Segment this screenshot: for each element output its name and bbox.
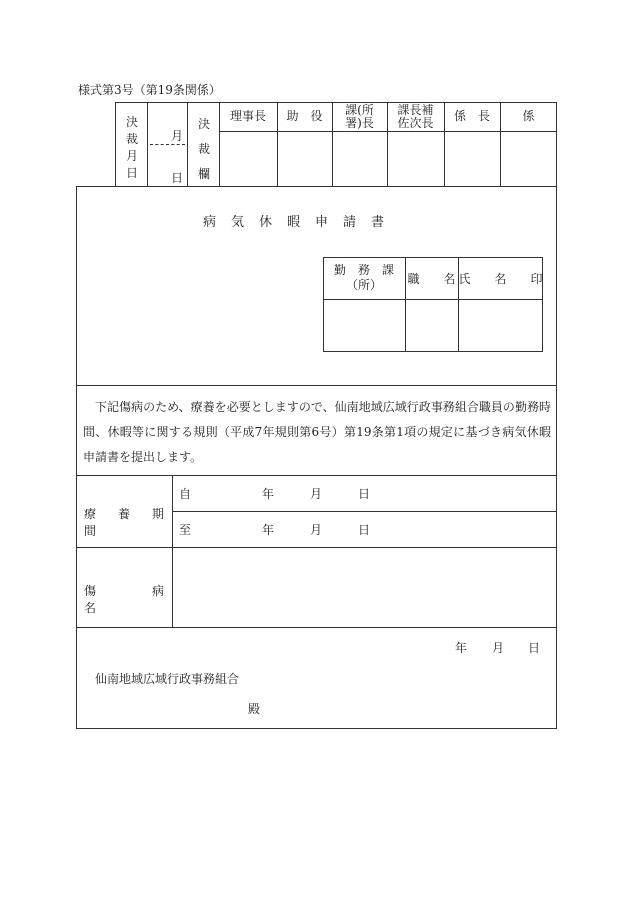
footer-month: 月 (492, 641, 505, 655)
applicant-title-field[interactable] (406, 300, 457, 351)
period-from-month: 月 (310, 487, 323, 501)
footer-year: 年 (455, 641, 468, 655)
form-label: 様式第3号（第19条関係） (78, 83, 221, 97)
period-to-field[interactable] (190, 516, 550, 544)
illness-label: 傷 病 名 (84, 584, 189, 615)
approval-day-char: 日 (171, 171, 184, 185)
request-statement: 下記傷病のため、療養を必要としますので、仙南地域広域行政事務組合職員の勤務時間、休暇等に関する規則（平成7年規則第6号）第19条第1項の規定に基づき病気休暇申請書を提出します。 (83, 400, 551, 464)
applicant-department-field[interactable] (324, 300, 404, 351)
approval-month-char: 月 (171, 129, 184, 143)
applicant-department-header: 勤 務 課 （所） (333, 263, 394, 292)
footer-day: 日 (528, 641, 541, 655)
role-section-head: 課(所 署)長 (345, 102, 374, 130)
role-subsection-chief: 係 長 (453, 109, 490, 123)
approval-column-label: 決 裁 欄 (197, 117, 210, 181)
applicant-name-field[interactable] (459, 300, 542, 351)
approval-date-label: 決 裁 月 日 (125, 115, 138, 180)
role-staff: 係 (522, 109, 535, 123)
applicant-name-header: 氏 名 印 (458, 271, 543, 286)
period-from-day: 日 (358, 487, 371, 501)
period-from-label: 自 (179, 487, 192, 501)
period-from-year: 年 (262, 487, 275, 501)
illness-field[interactable] (174, 549, 555, 625)
period-to-year: 年 (262, 523, 275, 537)
period-to-label: 至 (179, 523, 192, 537)
role-deputy: 助 役 (286, 109, 323, 123)
period-to-month: 月 (310, 523, 323, 537)
role-assistant-head: 課長補 佐次長 (397, 102, 434, 130)
period-label: 療 養 期 間 (84, 507, 177, 538)
role-chairman: 理事長 (229, 109, 266, 123)
period-from-field[interactable] (190, 480, 550, 508)
period-to-day: 日 (358, 523, 371, 537)
form-title: 病 気 休 暇 申 請 書 (203, 215, 386, 230)
applicant-title-header: 職 名 (407, 271, 456, 286)
addressee-honorific: 殿 (248, 702, 261, 716)
addressee-organization: 仙南地域広域行政事務組合 (95, 672, 240, 686)
